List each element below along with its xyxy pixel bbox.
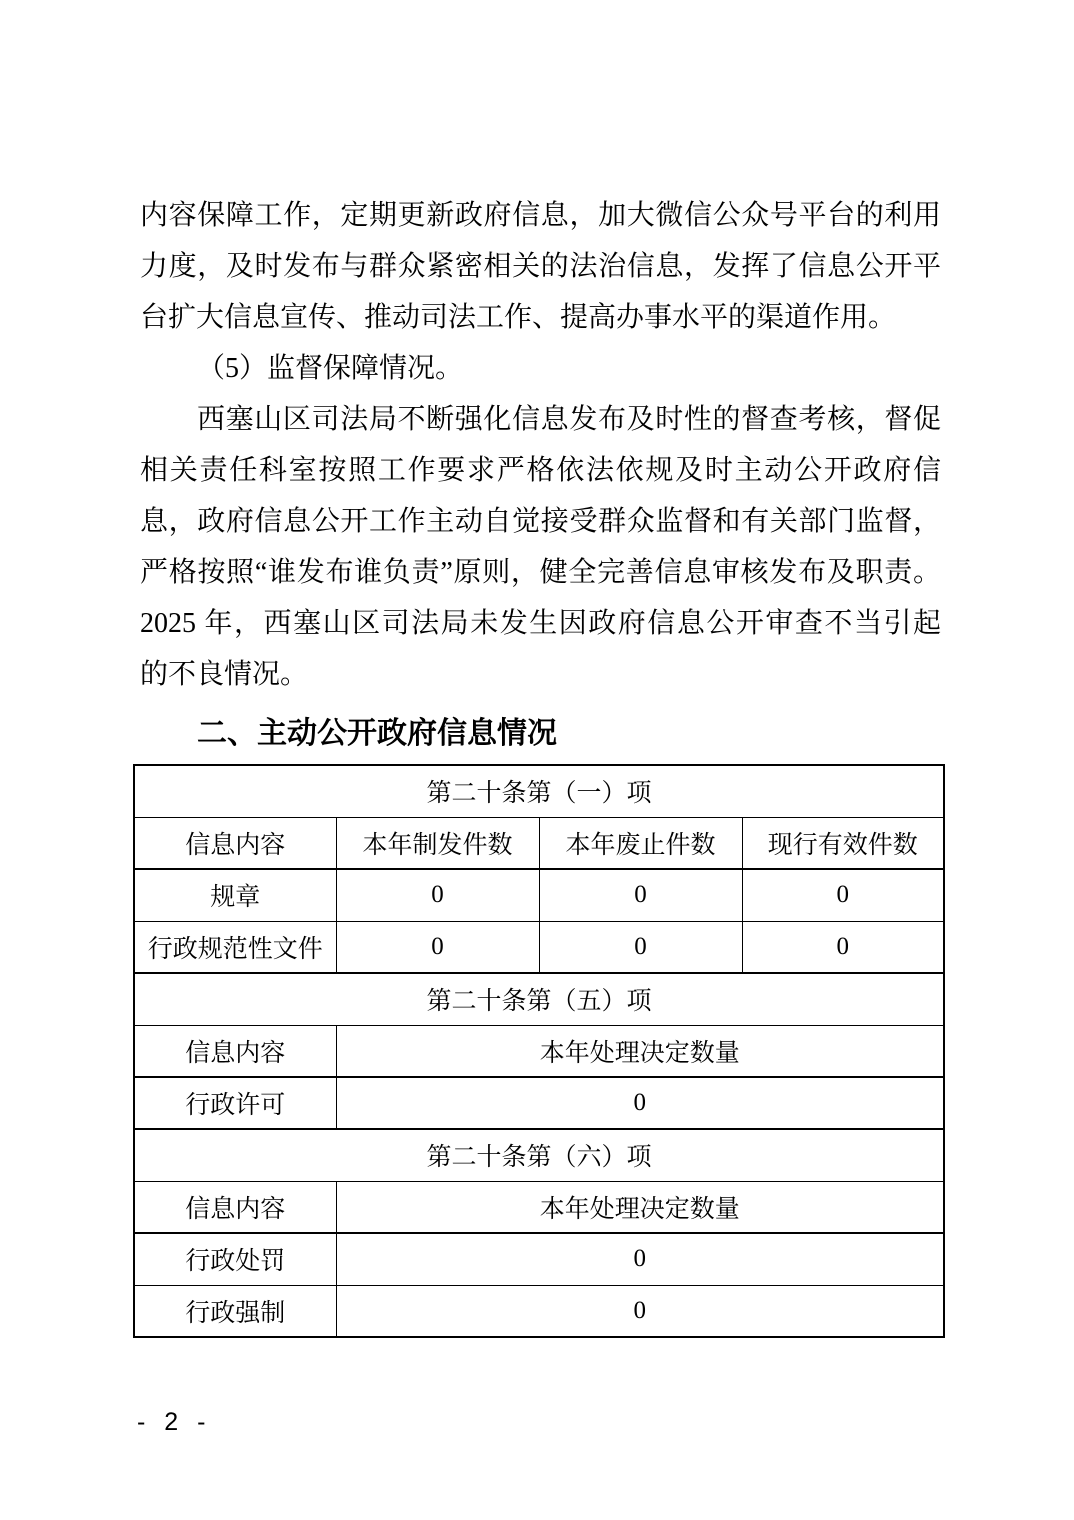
table-row <box>134 1233 944 1285</box>
table-row <box>134 1285 944 1337</box>
table-section-header: 第二十条第（五）项 <box>134 973 944 1025</box>
disclosure-table <box>133 764 945 1338</box>
table-section-row <box>134 1129 944 1181</box>
body-paragraph <box>140 343 941 394</box>
table-row <box>134 1077 944 1129</box>
table-cell-value: 0 <box>742 869 944 921</box>
table-cell-value: 0 <box>742 921 944 973</box>
table-column-header: 本年废止件数 <box>539 817 742 869</box>
table-row <box>134 869 944 921</box>
body-paragraph <box>140 190 941 343</box>
body-paragraph <box>140 394 941 700</box>
table-cell-value: 0 <box>336 869 539 921</box>
table-cell-value: 0 <box>336 921 539 973</box>
table-cell-value: 0 <box>336 1285 944 1337</box>
table-cell-value: 0 <box>336 1077 944 1129</box>
section-heading: 二、主动公开政府信息情况 <box>197 717 557 750</box>
table-column-header: 本年制发件数 <box>336 817 539 869</box>
body-text-line: 息，政府信息公开工作主动自觉接受群众监督和有关部门监督， <box>140 506 941 537</box>
table-column-header: 信息内容 <box>134 817 336 869</box>
table-row-label: 行政规范性文件 <box>134 921 336 973</box>
table-header-row <box>134 1025 944 1077</box>
table-row-label: 行政处罚 <box>134 1233 336 1285</box>
table-column-header: 信息内容 <box>134 1181 336 1233</box>
table-row-label: 行政强制 <box>134 1285 336 1337</box>
body-text-line: 西塞山区司法局不断强化信息发布及时性的督查考核，督促 <box>197 404 941 435</box>
table-column-header: 本年处理决定数量 <box>336 1025 944 1077</box>
table-column-header: 本年处理决定数量 <box>336 1181 944 1233</box>
body-text-line: 台扩大信息宣传、推动司法工作、提高办事水平的渠道作用。 <box>140 302 897 333</box>
table-cell-value: 0 <box>539 921 742 973</box>
table-row-label: 行政许可 <box>134 1077 336 1129</box>
document-content <box>140 190 941 1338</box>
body-text-line: 的不良情况。 <box>140 659 309 690</box>
body-text-line: 相关责任科室按照工作要求严格依法依规及时主动公开政府信 <box>140 455 941 486</box>
table-section-row <box>134 765 944 817</box>
body-text-line: 严格按照“谁发布谁负责”原则，健全完善信息审核发布及职责。 <box>140 557 941 588</box>
body-text-line: 内容保障工作，定期更新政府信息，加大微信公众号平台的利用 <box>140 200 941 231</box>
table-section-header: 第二十条第（六）项 <box>134 1129 944 1181</box>
body-text-line: 2025 年，西塞山区司法局未发生因政府信息公开审查不当引起 <box>140 608 941 639</box>
table-cell-value: 0 <box>539 869 742 921</box>
table-row <box>134 921 944 973</box>
table-row-label: 规章 <box>134 869 336 921</box>
table-section-row <box>134 973 944 1025</box>
table-column-header: 现行有效件数 <box>742 817 944 869</box>
table-header-row <box>134 817 944 869</box>
table-cell-value: 0 <box>336 1233 944 1285</box>
table-section-header: 第二十条第（一）项 <box>134 765 944 817</box>
body-text-line: （5）监督保障情况。 <box>197 353 464 384</box>
table-header-row <box>134 1181 944 1233</box>
body-text-line: 力度，及时发布与群众紧密相关的法治信息，发挥了信息公开平 <box>140 251 941 282</box>
page-number: - 2 - <box>137 1408 212 1436</box>
table-column-header: 信息内容 <box>134 1025 336 1077</box>
